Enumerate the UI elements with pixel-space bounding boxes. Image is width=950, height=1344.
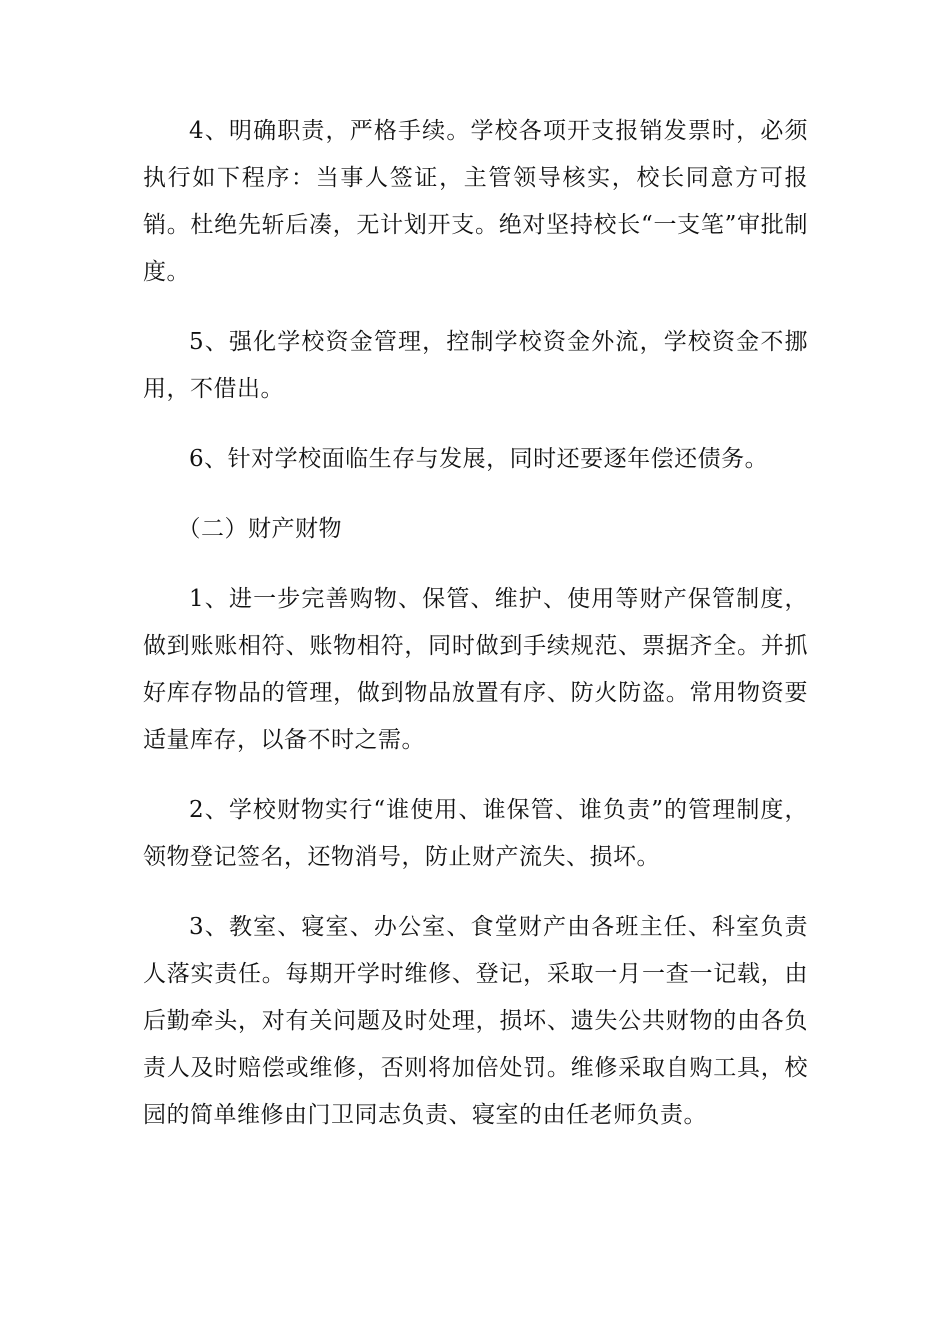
paragraph-property-2: 2、学校财物实行“谁使用、谁保管、谁负责”的管理制度，领物登记签名，还物消号，防止财产流失、损坏。 (143, 797, 808, 870)
paragraph-item-6: 6、针对学校面临生存与发展，同时还要逐年偿还债务。 (189, 446, 769, 472)
paragraph-property-1: 1、进一步完善购物、保管、维护、使用等财产保管制度，做到账账相符、账物相符，同时做到手续规范、票据齐全。并抓好库存物品的管理，做到物品放置有序、防火防盗。常用物资要适量库存，以备不时之需。 (143, 586, 808, 753)
paragraph-item-4: 4、明确职责，严格手续。学校各项开支报销发票时，必须执行如下程序：当事人签证，主管领导核实，校长同意方可报销。杜绝先斩后凑，无计划开支。绝对坚持校长“一支笔”审批制度。 (143, 118, 808, 285)
document-body (143, 108, 808, 1162)
paragraph-property-3: 3、教室、寝室、办公室、食堂财产由各班主任、科室负责人落实责任。每期开学时维修、登记，采取一月一查一记载，由后勤牵头，对有关问题及时处理，损坏、遗失公共财物的由各负责人及时赔偿或维修，否则将加倍处罚。维修采取自购工具，校园的简单维修由门卫同志负责、寝室的由任老师负责。 (143, 914, 808, 1128)
section-heading-property: （二）财产财物 (177, 516, 342, 542)
paragraph-item-5: 5、强化学校资金管理，控制学校资金外流，学校资金不挪用，不借出。 (143, 329, 808, 402)
